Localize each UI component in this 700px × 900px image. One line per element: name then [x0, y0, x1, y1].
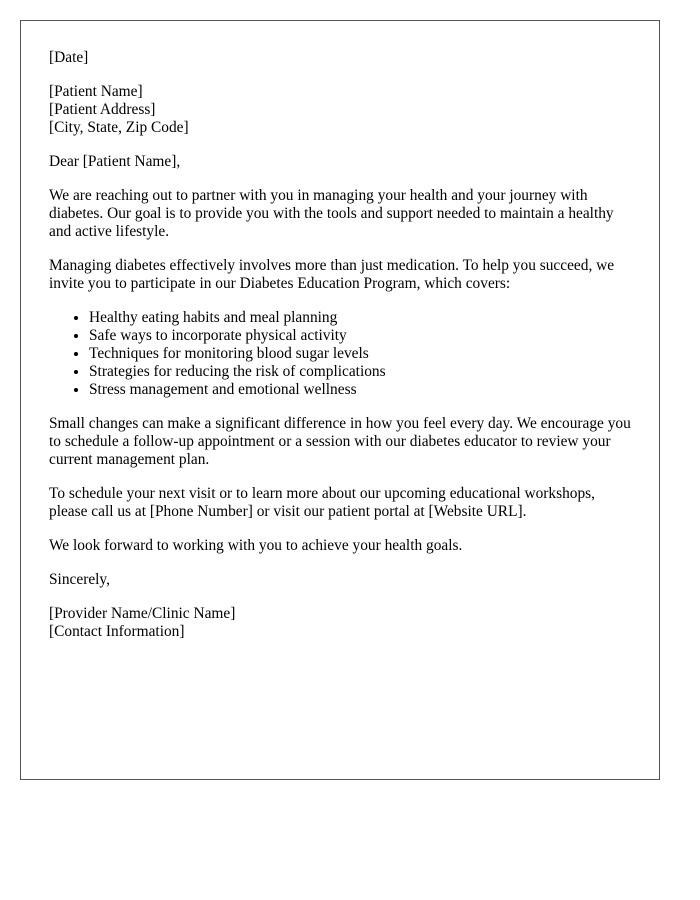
encouragement-paragraph: Small changes can make a significant difference in how you feel every day. We encourage you to schedule a follow-up appointment or a session with our diabetes educator to review your current management plan. — [49, 415, 631, 468]
recipient-address: [Patient Address] — [49, 101, 156, 118]
program-topics-list — [49, 309, 631, 399]
list-item: • Healthy eating habits and meal planning — [89, 309, 631, 327]
contact-paragraph: To schedule your next visit or to learn more about our upcoming educational workshops, please call us at [Phone Number] or visit our patient portal at [Website URL]. — [49, 485, 596, 520]
intro-paragraph: We are reaching out to partner with you in managing your health and your journey with diabetes. Our goal is to provide you with the tools and support needed to maintain a healthy and active lifestyle. — [49, 187, 614, 240]
list-item: • Stress management and emotional wellness — [89, 381, 631, 399]
signoff: Sincerely, — [49, 571, 110, 588]
recipient-city-line: [City, State, Zip Code] — [49, 119, 189, 136]
signature-block — [49, 605, 631, 641]
recipient-address-block — [49, 83, 631, 137]
letter-date: [Date] — [49, 49, 89, 66]
list-item: • Strategies for reducing the risk of complications — [89, 363, 631, 381]
recipient-name: [Patient Name] — [49, 83, 143, 100]
provider-name: [Provider Name/Clinic Name] — [49, 605, 236, 622]
salutation: Dear [Patient Name], — [49, 153, 181, 170]
program-paragraph: Managing diabetes effectively involves more than just medication. To help you succeed, we invite you to participate in our Diabetes Education Program, which covers: — [49, 257, 615, 292]
closing-paragraph: We look forward to working with you to achieve your health goals. — [49, 537, 463, 554]
list-item: • Techniques for monitoring blood sugar levels — [89, 345, 631, 363]
letter-page — [20, 20, 660, 780]
list-item: • Safe ways to incorporate physical activity — [89, 327, 631, 345]
contact-information: [Contact Information] — [49, 623, 185, 640]
